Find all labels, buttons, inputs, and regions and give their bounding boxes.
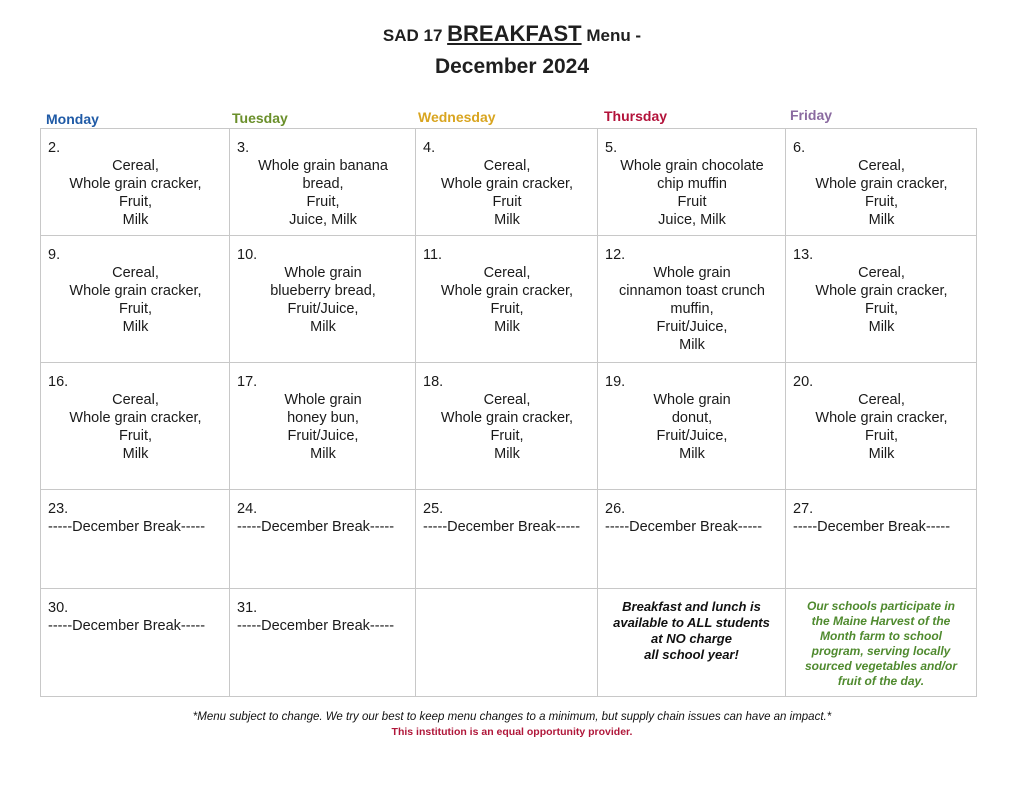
date-label: 30. bbox=[48, 600, 69, 616]
date-label: 16. bbox=[48, 374, 69, 390]
day-cell bbox=[41, 236, 230, 363]
menu-item: Cereal, bbox=[483, 265, 531, 281]
day-cell bbox=[786, 129, 977, 236]
menu-item: Cereal, bbox=[112, 158, 159, 174]
meal-type: BREAKFAST bbox=[447, 21, 582, 46]
day-cell bbox=[786, 490, 977, 589]
menu-calendar bbox=[40, 128, 977, 697]
menu-item: Fruit/Juice, bbox=[287, 428, 359, 444]
harvest-note: Our schools participate in the Maine Harvest of the Month farm to school program, serving locally sourced vegetables and/or fruit of the day. bbox=[804, 599, 958, 688]
menu-title bbox=[0, 22, 1024, 48]
harvest-note-cell bbox=[786, 589, 977, 697]
menu-item: Whole grain banana bbox=[258, 158, 388, 174]
day-cell bbox=[230, 236, 416, 363]
menu-items bbox=[793, 264, 970, 336]
menu-items bbox=[48, 391, 223, 463]
day-cell bbox=[230, 490, 416, 589]
district-name: SAD 17 bbox=[382, 26, 443, 45]
menu-item: Whole grain bbox=[653, 265, 731, 281]
date-label: 13. bbox=[793, 247, 814, 263]
menu-item: Whole grain cracker, bbox=[440, 176, 574, 192]
menu-item: chip muffin bbox=[657, 176, 727, 192]
day-cell bbox=[416, 129, 598, 236]
menu-items bbox=[423, 264, 591, 336]
date-label: 4. bbox=[423, 140, 436, 156]
menu-item: Milk bbox=[310, 446, 336, 462]
menu-item: Fruit, bbox=[490, 301, 524, 317]
menu-item: Cereal, bbox=[112, 265, 159, 281]
day-label-friday: Friday bbox=[790, 107, 833, 123]
menu-item: Milk bbox=[494, 446, 520, 462]
day-label-monday: Monday bbox=[46, 111, 99, 127]
menu-item: Milk bbox=[494, 212, 520, 228]
menu-items bbox=[423, 157, 591, 229]
menu-item: muffin, bbox=[670, 301, 714, 317]
menu-item: Fruit/Juice, bbox=[656, 428, 728, 444]
menu-item: Juice, Milk bbox=[658, 212, 726, 228]
menu-item: Fruit, bbox=[864, 428, 899, 444]
date-label: 24. bbox=[237, 501, 258, 517]
date-label: 27. bbox=[793, 501, 814, 517]
menu-item: Fruit, bbox=[306, 194, 340, 210]
menu-item: Milk bbox=[310, 319, 336, 335]
menu-item: Fruit, bbox=[864, 194, 899, 210]
day-label-tuesday: Tuesday bbox=[232, 110, 288, 126]
break-label: -----December Break----- bbox=[48, 519, 206, 535]
day-cell bbox=[786, 236, 977, 363]
menu-item: Cereal, bbox=[483, 392, 531, 408]
menu-items bbox=[423, 391, 591, 463]
menu-items bbox=[605, 264, 779, 354]
menu-item: Whole grain cracker, bbox=[440, 283, 574, 299]
menu-item: bread, bbox=[302, 176, 344, 192]
menu-items bbox=[237, 264, 409, 336]
day-cell bbox=[416, 236, 598, 363]
menu-item: Whole grain bbox=[653, 392, 731, 408]
title-suffix: Menu - bbox=[586, 26, 642, 45]
week-row bbox=[41, 363, 977, 490]
menu-month: December 2024 bbox=[434, 55, 590, 78]
week-row bbox=[41, 236, 977, 363]
date-label: 3. bbox=[237, 140, 250, 156]
menu-item: Milk bbox=[868, 319, 895, 335]
menu-item: Whole grain bbox=[284, 265, 362, 281]
week-row bbox=[41, 129, 977, 236]
day-cell bbox=[230, 363, 416, 490]
day-cell bbox=[41, 589, 230, 697]
break-label: -----December Break----- bbox=[605, 519, 763, 535]
day-cell bbox=[598, 490, 786, 589]
date-label: 17. bbox=[237, 374, 258, 390]
day-cell bbox=[230, 129, 416, 236]
menu-item: Whole grain cracker, bbox=[69, 410, 202, 426]
date-label: 31. bbox=[237, 600, 258, 616]
day-cell bbox=[786, 363, 977, 490]
menu-items bbox=[237, 391, 409, 463]
menu-items bbox=[237, 157, 409, 229]
menu-item: Cereal, bbox=[858, 392, 905, 408]
menu-item: Juice, Milk bbox=[289, 212, 357, 228]
equal-opportunity-statement: This institution is an equal opportunity provider. bbox=[391, 726, 633, 738]
menu-item: Whole grain cracker, bbox=[69, 283, 202, 299]
date-label: 10. bbox=[237, 247, 258, 263]
menu-item: Cereal, bbox=[858, 265, 905, 281]
menu-item: Whole grain cracker, bbox=[815, 176, 948, 192]
day-cell bbox=[41, 129, 230, 236]
menu-item: Fruit, bbox=[490, 428, 524, 444]
menu-item: Cereal, bbox=[858, 158, 905, 174]
menu-item: donut, bbox=[671, 410, 713, 426]
menu-items bbox=[48, 264, 223, 336]
week-row bbox=[41, 490, 977, 589]
menu-item: Fruit, bbox=[118, 301, 153, 317]
menu-item: Cereal, bbox=[483, 158, 531, 174]
menu-item: Milk bbox=[122, 212, 149, 228]
menu-item: Milk bbox=[679, 337, 705, 353]
menu-item: honey bun, bbox=[287, 410, 359, 426]
day-cell bbox=[41, 490, 230, 589]
date-label: 2. bbox=[48, 140, 61, 156]
menu-item: Milk bbox=[122, 446, 149, 462]
menu-items bbox=[605, 391, 779, 463]
day-cell bbox=[598, 236, 786, 363]
menu-item: Milk bbox=[494, 319, 520, 335]
date-label: 9. bbox=[48, 247, 61, 263]
menu-item: Whole grain cracker, bbox=[815, 410, 948, 426]
day-cell bbox=[416, 490, 598, 589]
menu-item: Fruit, bbox=[118, 428, 153, 444]
menu-item: Fruit/Juice, bbox=[287, 301, 359, 317]
menu-item: Fruit bbox=[492, 194, 522, 210]
day-label-thursday: Thursday bbox=[604, 108, 668, 124]
day-cell bbox=[416, 363, 598, 490]
day-cell bbox=[230, 589, 416, 697]
menu-item: blueberry bread, bbox=[270, 283, 376, 299]
menu-items bbox=[793, 157, 970, 229]
day-cell bbox=[41, 363, 230, 490]
date-label: 26. bbox=[605, 501, 626, 517]
menu-item: Whole grain chocolate bbox=[620, 158, 764, 174]
menu-item: Whole grain cracker, bbox=[815, 283, 948, 299]
week-row bbox=[41, 589, 977, 697]
date-label: 6. bbox=[793, 140, 806, 156]
menu-item: Whole grain cracker, bbox=[440, 410, 574, 426]
day-cell bbox=[598, 129, 786, 236]
date-label: 19. bbox=[605, 374, 626, 390]
date-label: 11. bbox=[423, 247, 443, 263]
menu-item: cinnamon toast crunch bbox=[619, 283, 765, 299]
menu-item: Milk bbox=[868, 212, 895, 228]
date-label: 12. bbox=[605, 247, 626, 263]
menu-item: Whole grain cracker, bbox=[69, 176, 202, 192]
date-label: 20. bbox=[793, 374, 814, 390]
date-label: 5. bbox=[605, 140, 618, 156]
break-label: -----December Break----- bbox=[48, 618, 206, 634]
break-label: -----December Break----- bbox=[237, 519, 395, 535]
break-label: -----December Break----- bbox=[237, 618, 395, 634]
menu-item: Cereal, bbox=[112, 392, 159, 408]
menu-item: Fruit bbox=[677, 194, 707, 210]
menu-item: Fruit, bbox=[864, 301, 899, 317]
menu-disclaimer: *Menu subject to change. We try our best to keep menu changes to a minimum, but supply chain issues can have an impact.* bbox=[192, 711, 832, 723]
menu-item: Whole grain bbox=[284, 392, 362, 408]
empty-cell bbox=[416, 589, 598, 697]
meal-charge-note: Breakfast and lunch is available to ALL students at NO charge all school year! bbox=[613, 599, 770, 662]
menu-item: Milk bbox=[122, 319, 149, 335]
date-label: 23. bbox=[48, 501, 69, 517]
break-label: -----December Break----- bbox=[423, 519, 581, 535]
menu-items bbox=[793, 391, 970, 463]
menu-item: Fruit, bbox=[118, 194, 153, 210]
menu-item: Milk bbox=[679, 446, 705, 462]
break-label: -----December Break----- bbox=[793, 519, 951, 535]
day-label-wednesday: Wednesday bbox=[418, 109, 496, 125]
menu-header bbox=[0, 22, 1024, 82]
date-label: 18. bbox=[423, 374, 444, 390]
menu-item: Milk bbox=[868, 446, 895, 462]
menu-items bbox=[48, 157, 223, 229]
menu-items bbox=[605, 157, 779, 229]
day-cell bbox=[598, 363, 786, 490]
date-label: 25. bbox=[423, 501, 444, 517]
meal-charge-note-cell bbox=[598, 589, 786, 697]
menu-item: Fruit/Juice, bbox=[656, 319, 728, 335]
